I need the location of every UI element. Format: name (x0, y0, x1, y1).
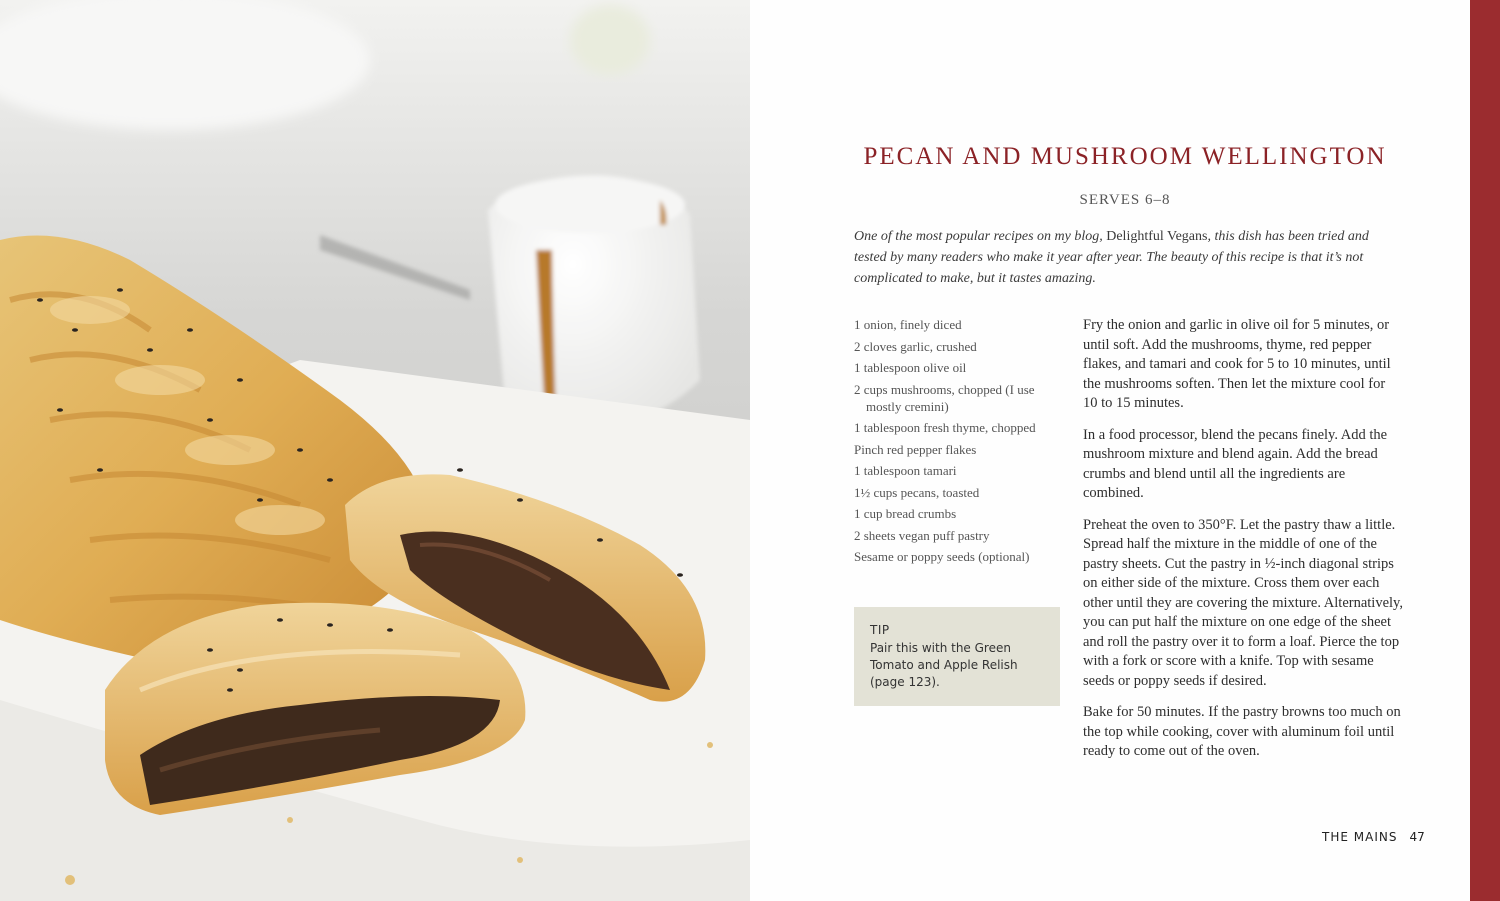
intro-text-end: , this dish has been tried and tested by many readers who make it year after year. The beauty of this recipe is that it’s not complicated to make, but it tastes amazing. (854, 229, 1369, 286)
ingredient-item: 2 cups mushrooms, chopped (I use mostly cremini) (854, 381, 1035, 414)
method-steps (1083, 316, 1403, 774)
page-edge-bar (1470, 0, 1500, 901)
recipe-intro (854, 226, 1389, 289)
method-step: Preheat the oven to 350°F. Let the pastry thaw a little. Spread half the mixture in the middle of one of the pastry sheets. Cut the pastry in ½-inch diagonal strips on either side of the mixture. Cross them over each other until they are covering the mixture. Alternatively, you can put half the mixture on one edge of the sheet and roll the pastry over it to form a loaf. Pierce the top with a fork or score with a knife. Top with sesame seeds or poppy seeds if desired. (1083, 516, 1403, 689)
tip-heading: TIP (870, 623, 890, 637)
ingredient-item: Pinch red pepper flakes (854, 441, 977, 457)
ingredient-item: 1 tablespoon fresh thyme, chopped (854, 420, 1036, 435)
ingredient-item: 2 sheets vegan puff pastry (854, 527, 990, 543)
tip-text: Pair this with the Green Tomato and Apple Relish (page 123). (870, 641, 1018, 689)
ingredient-item: 2 cloves garlic, crushed (854, 338, 977, 354)
recipe-title: PECAN AND MUSHROOM WELLINGTON (863, 143, 1387, 170)
ingredient-item: 1 tablespoon olive oil (854, 360, 967, 375)
tip-box (854, 607, 1060, 706)
section-name: THE MAINS (1322, 830, 1398, 844)
intro-blog-name: Delightful Vegans (1106, 229, 1208, 244)
ingredient-item: Sesame or poppy seeds (optional) (854, 549, 1030, 564)
ingredient-item: 1 cup bread crumbs (854, 506, 957, 521)
intro-text-start: One of the most popular recipes on my blog, (854, 229, 1107, 244)
ingredient-item: 1½ cups pecans, toasted (854, 484, 980, 500)
method-step: Fry the onion and garlic in olive oil for 5 minutes, or until soft. Add the mushrooms, thyme, red pepper flakes, and tamari and cook for 5 to 10 minutes, until the mushrooms soften. Then let the mixture cool for 10 to 15 minutes. (1083, 317, 1391, 411)
ingredients-list (854, 316, 1059, 570)
method-step: In a food processor, blend the pecans finely. Add the mushroom mixture and blend again. Add the bread crumbs and blend until all the ingredients are combined. (1083, 426, 1388, 501)
method-step: Bake for 50 minutes. If the pastry browns too much on the top while cooking, cover with aluminum foil until ready to come out of the oven. (1083, 704, 1401, 759)
ingredient-item: 1 onion, finely diced (854, 317, 962, 332)
ingredient-item: 1 tablespoon tamari (854, 463, 957, 478)
page-number: 47 (1409, 830, 1425, 844)
recipe-serves: SERVES 6–8 (1079, 192, 1171, 208)
page-footer (1322, 830, 1425, 844)
